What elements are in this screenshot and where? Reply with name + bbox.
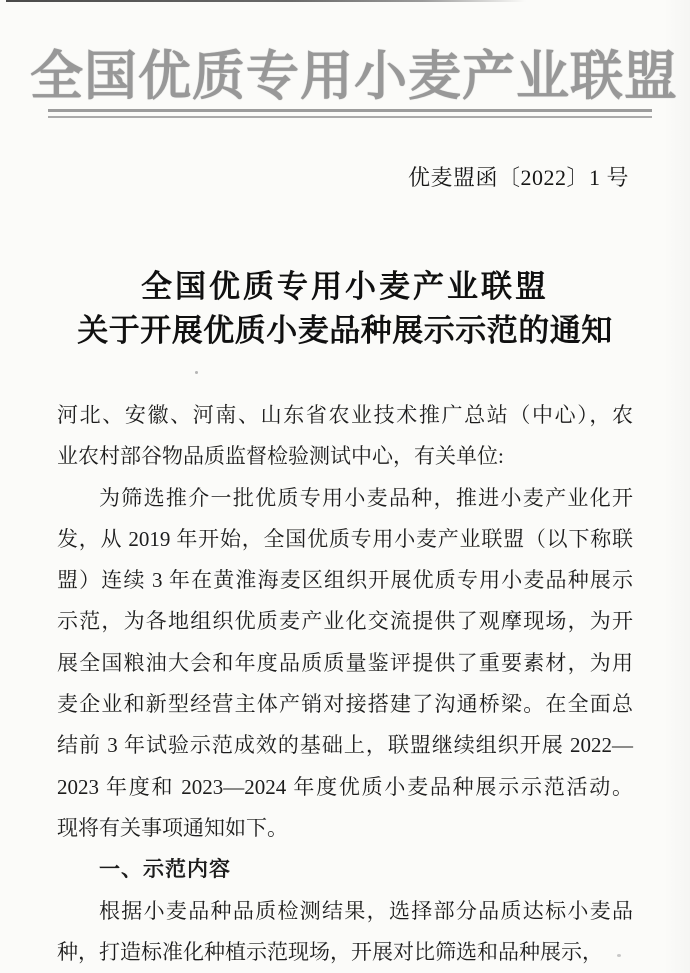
body-line: 河北、安徽、河南、山东省农业技术推广总站（中心），农 xyxy=(57,403,633,427)
masthead-org-name: 全国优质专用小麦产业联盟 xyxy=(30,48,678,106)
doc-title-line2: 关于开展优质小麦品种展示示范的通知 xyxy=(77,313,613,348)
scan-speck xyxy=(195,371,198,374)
masthead-rule-bottom xyxy=(48,116,652,118)
document-body xyxy=(57,395,633,973)
body-line: 展全国粮油大会和年度品质质量鉴评提供了重要素材，为用 xyxy=(57,650,633,675)
doc-title-line1: 全国优质专用小麦产业联盟 xyxy=(141,269,549,304)
body-line: 现将有关事项通知如下。 xyxy=(57,815,288,840)
body-line: 麦企业和新型经营主体产销对接搭建了沟通桥梁。在全面总 xyxy=(57,692,633,717)
body-line: 为筛选推介一批优质专用小麦品种，推进小麦产业化开 xyxy=(99,485,633,510)
scan-speck xyxy=(617,954,621,957)
body-line: 盟）连续 3 年在黄淮海麦区组织开展优质专用小麦品种展示 xyxy=(57,568,633,593)
doc-title xyxy=(0,265,690,353)
masthead-rule-top xyxy=(48,109,652,112)
body-line: 结前 3 年试验示范成效的基础上，联盟继续组织开展 2022— xyxy=(57,733,633,758)
body-line: 发，从 2019 年开始，全国优质专用小麦产业联盟（以下称联 xyxy=(57,526,633,551)
body-line: 2023 年度和 2023—2024 年度优质小麦品种展示示范活动。 xyxy=(57,774,633,799)
scan-edge-artifact xyxy=(6,0,526,2)
section-heading: 一、示范内容 xyxy=(99,858,231,882)
doc-number: 优麦盟函〔2022〕1 号 xyxy=(407,165,629,190)
body-line: 示范，为各地组织优质麦产业化交流提供了观摩现场，为开 xyxy=(57,609,633,634)
body-line: 根据小麦品种品质检测结果，选择部分品质达标小麦品 xyxy=(99,898,633,923)
body-line: 种，打造标准化种植示范现场，开展对比筛选和品种展示， xyxy=(57,939,603,964)
body-line: 业农村部谷物品质监督检验测试中心，有关单位: xyxy=(57,444,504,469)
